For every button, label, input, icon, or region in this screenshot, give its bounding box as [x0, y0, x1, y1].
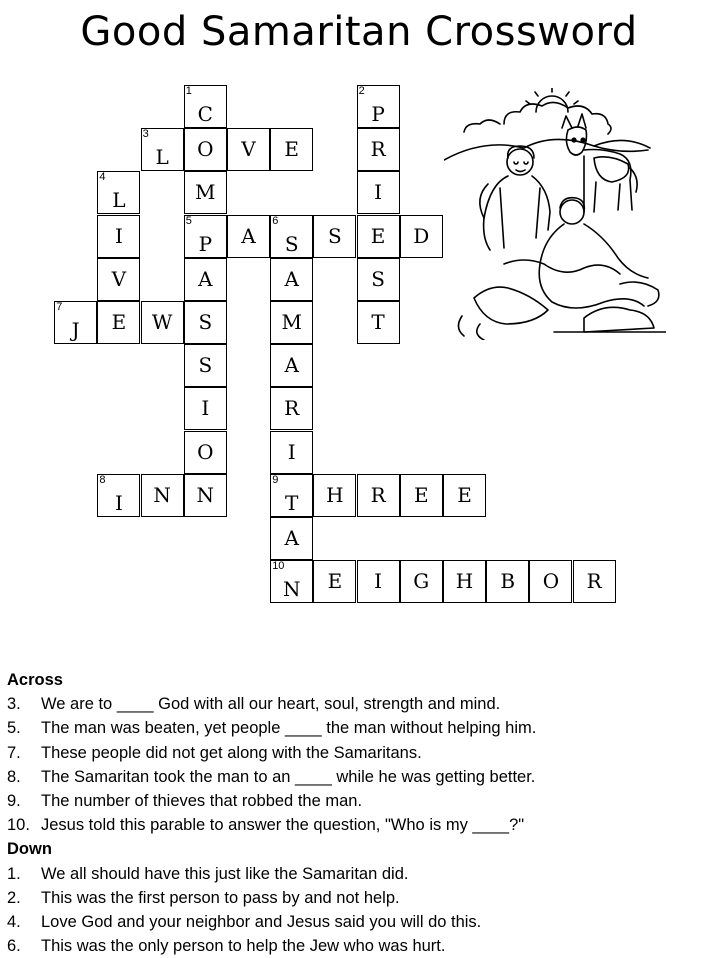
cell-number: 5 — [185, 214, 192, 227]
cell-number: 8 — [99, 473, 106, 486]
cell-letter: M — [195, 180, 216, 205]
clue-number: 1. — [7, 864, 21, 883]
cell-letter: A — [284, 266, 299, 291]
crossword-cell[interactable] — [141, 301, 184, 344]
crossword-cell[interactable] — [270, 344, 313, 387]
crossword-cell[interactable] — [357, 85, 400, 128]
cell-letter: J — [71, 318, 80, 342]
crossword-cell[interactable] — [357, 560, 400, 603]
crossword-cell[interactable] — [184, 128, 227, 171]
crossword-cell[interactable] — [443, 474, 486, 517]
crossword-cell[interactable] — [270, 560, 313, 603]
cell-letter: T — [285, 490, 299, 515]
down-clue — [7, 886, 707, 910]
crossword-cell[interactable] — [97, 215, 140, 258]
crossword-cell[interactable] — [97, 301, 140, 344]
cell-number: 1 — [185, 85, 192, 97]
clue-number: 5. — [7, 719, 21, 738]
crossword-cell[interactable] — [184, 431, 227, 474]
clue-number: 10. — [7, 816, 30, 835]
crossword-cell[interactable] — [529, 560, 572, 603]
cell-letter: W — [151, 310, 173, 334]
cell-letter: R — [586, 569, 602, 594]
crossword-cell[interactable] — [97, 171, 140, 214]
crossword-cell[interactable] — [184, 387, 227, 430]
crossword-cell[interactable] — [400, 474, 443, 517]
cell-letter: S — [284, 231, 299, 256]
cell-letter: D — [413, 223, 430, 248]
down-clue — [7, 862, 707, 886]
down-heading: Down — [7, 840, 52, 859]
cell-letter: L — [155, 145, 169, 170]
crossword-cell[interactable] — [184, 215, 227, 258]
cell-number: 2 — [358, 85, 365, 97]
cell-letter: L — [112, 188, 126, 213]
cell-letter: S — [328, 223, 342, 248]
crossword-cell[interactable] — [357, 258, 400, 301]
clue-text: These people did not get along with the Samaritans. — [41, 743, 422, 762]
cell-number: 9 — [272, 473, 279, 486]
crossword-cell[interactable] — [400, 560, 443, 603]
cell-letter: C — [197, 102, 213, 126]
across-heading: Across — [7, 671, 63, 689]
crossword-cell[interactable] — [227, 128, 270, 171]
cell-letter: A — [241, 223, 256, 248]
cell-letter: E — [284, 137, 299, 162]
crossword-cell[interactable] — [270, 128, 313, 171]
clue-text: This was the only person to help the Jew who was hurt. — [41, 937, 446, 956]
cell-letter: I — [374, 569, 383, 594]
cell-letter: B — [500, 569, 516, 594]
across-clue — [7, 692, 707, 716]
cell-letter: E — [370, 223, 386, 248]
crossword-cell[interactable] — [227, 215, 270, 258]
clue-number: 6. — [7, 937, 21, 956]
cell-letter: V — [241, 137, 256, 162]
clue-number: 7. — [7, 743, 21, 762]
cell-letter: O — [197, 439, 214, 464]
crossword-cell[interactable] — [97, 474, 140, 517]
cell-number: 7 — [56, 301, 63, 313]
crossword-cell[interactable] — [313, 474, 356, 517]
cell-letter: N — [153, 482, 171, 507]
cell-letter: R — [370, 137, 386, 162]
crossword-cell[interactable] — [184, 85, 227, 128]
crossword-cell[interactable] — [270, 215, 313, 258]
crossword-cell[interactable] — [357, 171, 400, 214]
crossword-cell[interactable] — [270, 431, 313, 474]
crossword-cell[interactable] — [357, 128, 400, 171]
crossword-cell[interactable] — [184, 301, 227, 344]
cell-letter: A — [284, 526, 299, 550]
clue-text: The number of thieves that robbed the man. — [41, 792, 363, 811]
cell-letter: O — [197, 137, 214, 162]
cell-letter: N — [196, 482, 215, 507]
crossword-cell[interactable] — [357, 474, 400, 517]
cell-letter: A — [198, 266, 213, 291]
crossword-cell[interactable] — [486, 560, 529, 603]
clue-text: We are to ____ God with all our heart, soul, strength and mind. — [41, 695, 501, 714]
crossword-cell[interactable] — [270, 258, 313, 301]
clue-number: 4. — [7, 913, 21, 932]
crossword-cell[interactable] — [270, 387, 313, 430]
cell-letter: M — [281, 310, 302, 334]
crossword-cell[interactable] — [54, 301, 97, 344]
clue-text: The Samaritan took the man to an ____ while he was getting better. — [41, 767, 536, 786]
cell-letter: S — [371, 266, 385, 291]
crossword-cell[interactable] — [357, 215, 400, 258]
crossword-cell[interactable] — [184, 171, 227, 214]
clue-text: We all should have this just like the Samaritan did. — [41, 864, 409, 883]
clue-number: 8. — [7, 767, 21, 786]
cell-letter: O — [542, 569, 560, 594]
crossword-cell[interactable] — [400, 215, 443, 258]
crossword-cell[interactable] — [141, 474, 184, 517]
page-title: Good Samaritan Crossword — [80, 9, 638, 55]
crossword-cell[interactable] — [357, 301, 400, 344]
cell-letter: H — [455, 569, 474, 594]
crossword-cell[interactable] — [141, 128, 184, 171]
crossword-cell[interactable] — [184, 344, 227, 387]
crossword-cell[interactable] — [184, 474, 227, 517]
crossword-cell[interactable] — [270, 517, 313, 560]
cell-letter: E — [413, 482, 429, 507]
cell-letter: A — [284, 353, 299, 378]
across-clue — [7, 813, 707, 837]
cell-letter: I — [374, 180, 383, 205]
across-clue — [7, 789, 707, 813]
clue-text: This was the first person to pass by and not help. — [41, 888, 400, 907]
down-clue — [7, 910, 707, 934]
cell-letter: I — [114, 490, 123, 515]
good-samaritan-illustration — [444, 88, 666, 340]
clue-number: 3. — [7, 695, 21, 714]
crossword-cell[interactable] — [97, 258, 140, 301]
clues-section — [7, 668, 707, 958]
across-clue-list — [7, 692, 707, 837]
cell-letter: H — [326, 482, 344, 507]
cell-number: 4 — [99, 171, 106, 184]
crossword-cell[interactable] — [313, 560, 356, 603]
crossword-cell[interactable] — [573, 560, 616, 603]
cell-letter: I — [201, 396, 210, 421]
crossword-cell[interactable] — [270, 474, 313, 517]
across-clue — [7, 765, 707, 789]
cell-letter: G — [413, 569, 430, 594]
across-clue — [7, 716, 707, 740]
cell-letter: T — [371, 310, 385, 334]
crossword-cell[interactable] — [270, 301, 313, 344]
crossword-cell[interactable] — [184, 258, 227, 301]
cell-number: 6 — [272, 214, 279, 227]
down-clue-list — [7, 862, 707, 958]
crossword-cell[interactable] — [313, 215, 356, 258]
cell-number: 3 — [142, 128, 149, 141]
cell-letter: I — [287, 439, 296, 464]
across-clue — [7, 741, 707, 765]
cell-letter: P — [198, 231, 213, 256]
cell-letter: E — [457, 482, 472, 507]
down-clue — [7, 934, 707, 958]
clue-text: Jesus told this parable to answer the question, "Who is my ____?" — [41, 816, 525, 835]
cell-letter: V — [111, 266, 127, 291]
cell-letter: R — [284, 396, 300, 421]
clue-text: The man was beaten, yet people ____ the man without helping him. — [41, 719, 537, 738]
clue-text: Love God and your neighbor and Jesus said you will do this. — [41, 913, 482, 932]
cell-letter: R — [370, 482, 386, 507]
cell-letter: E — [327, 569, 343, 594]
cell-letter: E — [111, 310, 127, 334]
crossword-cell[interactable] — [443, 560, 486, 603]
clue-number: 2. — [7, 888, 21, 907]
cell-letter: I — [114, 223, 123, 248]
cell-letter: N — [282, 577, 301, 602]
cell-number: 10 — [272, 560, 285, 573]
cell-letter: S — [198, 353, 213, 378]
clue-number: 9. — [7, 792, 21, 811]
cell-letter: S — [198, 310, 213, 334]
cell-letter: P — [371, 102, 385, 126]
